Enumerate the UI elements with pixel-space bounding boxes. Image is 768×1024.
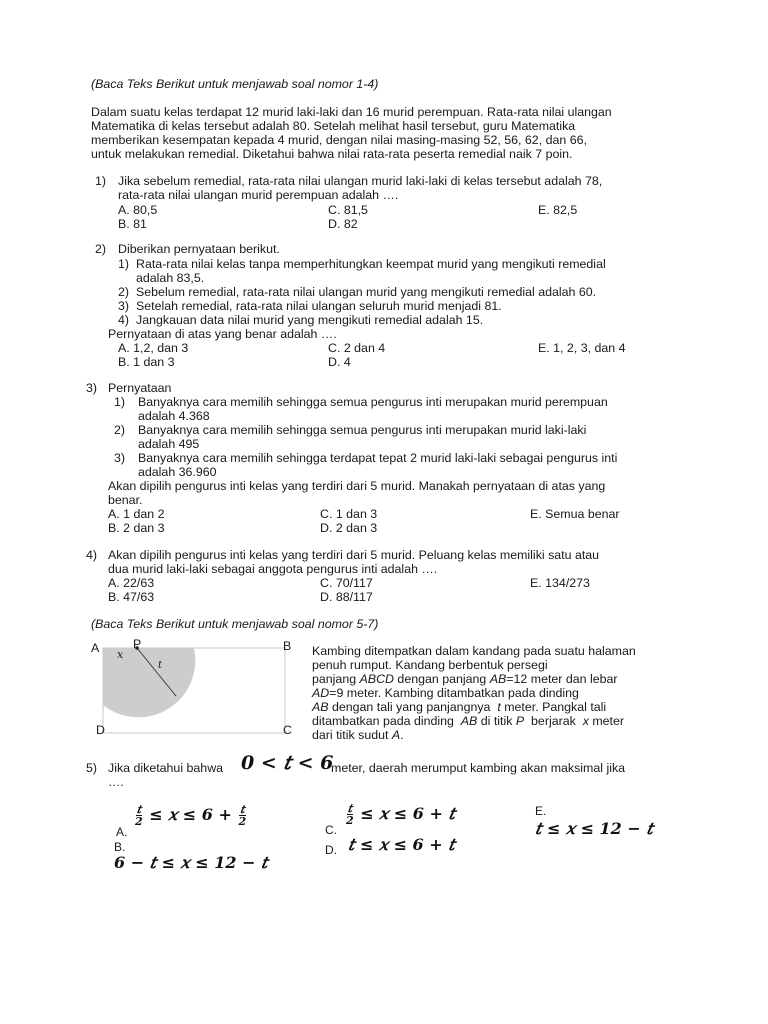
option-e: E. 134/273	[530, 576, 590, 590]
passage-line: penuh rumput. Kandang berbentuk persegi	[312, 658, 548, 672]
question-1-number: 1)	[95, 174, 107, 188]
question-4-text: dua murid laki-laki sebagai anggota pengurus inti adalah ….	[108, 562, 438, 576]
question-1-text: Jika sebelum remedial, rata-rata nilai ulangan murid laki-laki di kelas tersebut adalah 78,	[118, 174, 603, 188]
point-p-label: P	[133, 637, 142, 651]
question-5-text: ….	[108, 775, 124, 789]
question-3-number: 3)	[86, 381, 98, 395]
statement-text: Rata-rata nilai kelas tanpa memperhitungkan keempat murid yang mengikuti remedial	[136, 257, 606, 271]
option-d: D. 4	[328, 355, 351, 369]
statement-number: 4)	[118, 313, 130, 327]
question-5-text: Jika diketahui bahwa	[108, 761, 224, 775]
option-c: C. 81,5	[328, 203, 368, 217]
passage-line: dari titik sudut A.	[312, 728, 404, 742]
option-d: D. 82	[328, 217, 358, 231]
statement-text: Banyaknya cara memilih sehingga terdapat tepat 2 murid laki-laki sebagai pengurus inti	[138, 451, 618, 465]
option-d-expression: 𝑡 ≤ 𝑥 ≤ 6 + 𝑡	[348, 835, 455, 854]
option-c-expression: $\frac{\text{𝑡}}{2}$ ≤ 𝑥 ≤ 6 + 𝑡	[346, 802, 455, 827]
passage-line: AD=9 meter. Kambing ditambatkan pada dinding	[312, 686, 579, 700]
x-distance-label: x	[117, 648, 124, 661]
passage-line: untuk melakukan remedial. Diketahui bahwa nilai rata-rata peserta remedial naik 7 poin.	[91, 147, 573, 161]
question-1-text: rata-rata nilai ulangan murid perempuan adalah ….	[118, 188, 399, 202]
passage-line: Dalam suatu kelas terdapat 12 murid laki-laki dan 16 murid perempuan. Rata-rata nilai ulangan	[91, 105, 612, 119]
fraction: $\frac{\text{𝑡}}{2}$	[238, 803, 247, 828]
question-5-text: meter, daerah merumput kambing akan maksimal jika	[331, 761, 626, 775]
option-c-label: C.	[325, 823, 337, 837]
question-3-text: Pernyataan	[108, 381, 172, 395]
option-e-expression: 𝑡 ≤ 𝑥 ≤ 12 − 𝑡	[535, 819, 653, 838]
option-b-expression: 6 − 𝑡 ≤ 𝑥 ≤ 12 − 𝑡	[114, 853, 268, 872]
rope-length-label: t	[158, 660, 163, 671]
option-a: A. 80,5	[118, 203, 158, 217]
option-b: B. 81	[118, 217, 147, 231]
option-c: C. 1 dan 3	[320, 507, 378, 521]
passage-line: Kambing ditempatkan dalam kandang pada suatu halaman	[312, 644, 636, 658]
question-5-condition: 0 < 𝑡 < 6	[241, 752, 334, 774]
option-a-label: A.	[116, 825, 128, 839]
statement-text: adalah 4.368	[138, 409, 210, 423]
option-c: C. 70/117	[320, 576, 373, 590]
option-b: B. 1 dan 3	[118, 355, 175, 369]
question-2-number: 2)	[95, 242, 107, 256]
option-d-label: D.	[325, 843, 337, 857]
vertex-a-label: A	[91, 641, 100, 655]
statement-text: Jangkauan data nilai murid yang mengikuti remedial adalah 15.	[136, 313, 484, 327]
question-3-prompt: benar.	[108, 493, 143, 507]
vertex-b-label: B	[283, 639, 292, 653]
vertex-c-label: C	[283, 723, 292, 737]
option-d: D. 2 dan 3	[320, 521, 378, 535]
statement-text: Sebelum remedial, rata-rata nilai ulangan murid yang mengikuti remedial adalah 60.	[136, 285, 597, 299]
passage-line: memberikan kesempatan kepada 4 murid, dengan nilai masing-masing 52, 56, 62, dan 66,	[91, 133, 587, 147]
option-a: A. 22/63	[108, 576, 155, 590]
question-4-number: 4)	[86, 548, 98, 562]
option-e: E. 1, 2, 3, dan 4	[538, 341, 626, 355]
fraction: $\frac{\text{𝑡}}{2}$	[135, 803, 143, 828]
statement-text: adalah 36.960	[138, 465, 217, 479]
option-b-label: B.	[114, 840, 126, 854]
option-b: B. 2 dan 3	[108, 521, 165, 535]
statement-number: 1)	[118, 257, 130, 271]
statement-text: adalah 495	[138, 437, 200, 451]
statement-text: Banyaknya cara memilih sehingga semua pengurus inti merupakan murid perempuan	[138, 395, 608, 409]
fraction: $\frac{\text{𝑡}}{2}$	[346, 802, 354, 827]
question-3-prompt: Akan dipilih pengurus inti kelas yang terdiri dari 5 murid. Manakah pernyataan di atas yang	[108, 479, 606, 493]
question-4-text: Akan dipilih pengurus inti kelas yang terdiri dari 5 murid. Peluang kelas memiliki satu atau	[108, 548, 600, 562]
vertex-d-label: D	[96, 723, 105, 737]
option-c: C. 2 dan 4	[328, 341, 386, 355]
statement-text: Banyaknya cara memilih sehingga semua pengurus inti merupakan murid laki-laki	[138, 423, 587, 437]
passage-line: panjang ABCD dengan panjang AB=12 meter dan lebar	[312, 672, 618, 686]
question-5-number: 5)	[86, 761, 98, 775]
option-a: A. 1 dan 2	[108, 507, 165, 521]
statement-number: 3)	[118, 299, 130, 313]
option-a-expression: $\frac{\text{𝑡}}{2}$ ≤ 𝑥 ≤ 6 + $\frac{\text{𝑡}}{2}$	[135, 803, 247, 828]
option-e-label: E.	[535, 804, 547, 818]
passage-line: AB dengan tali yang panjangnya t meter. Pangkal tali	[312, 700, 607, 714]
statement-text: Setelah remedial, rata-rata nilai ulangan seluruh murid menjadi 81.	[136, 299, 502, 313]
option-d: D. 88/117	[320, 590, 373, 604]
option-a: A. 1,2, dan 3	[118, 341, 189, 355]
option-e: E. 82,5	[538, 203, 578, 217]
question-2-prompt: Pernyataan di atas yang benar adalah ….	[108, 327, 337, 341]
statement-number: 1)	[114, 395, 126, 409]
passage-line: ditambatkan pada dinding AB di titik P berjarak x meter	[312, 714, 625, 728]
statement-number: 2)	[118, 285, 130, 299]
passage-heading-5-7: (Baca Teks Berikut untuk menjawab soal nomor 5-7)	[91, 617, 379, 631]
option-e: E. Semua benar	[530, 507, 620, 521]
statement-number: 3)	[114, 451, 126, 465]
passage-heading-1-4: (Baca Teks Berikut untuk menjawab soal nomor 1-4)	[91, 77, 379, 91]
option-b: B. 47/63	[108, 590, 155, 604]
statement-number: 2)	[114, 423, 126, 437]
question-2-text: Diberikan pernyataan berikut.	[118, 242, 280, 256]
passage-line: Matematika di kelas tersebut adalah 80. Setelah melihat hasil tersebut, guru Matematika	[91, 119, 576, 133]
statement-text: adalah 83,5.	[136, 271, 205, 285]
